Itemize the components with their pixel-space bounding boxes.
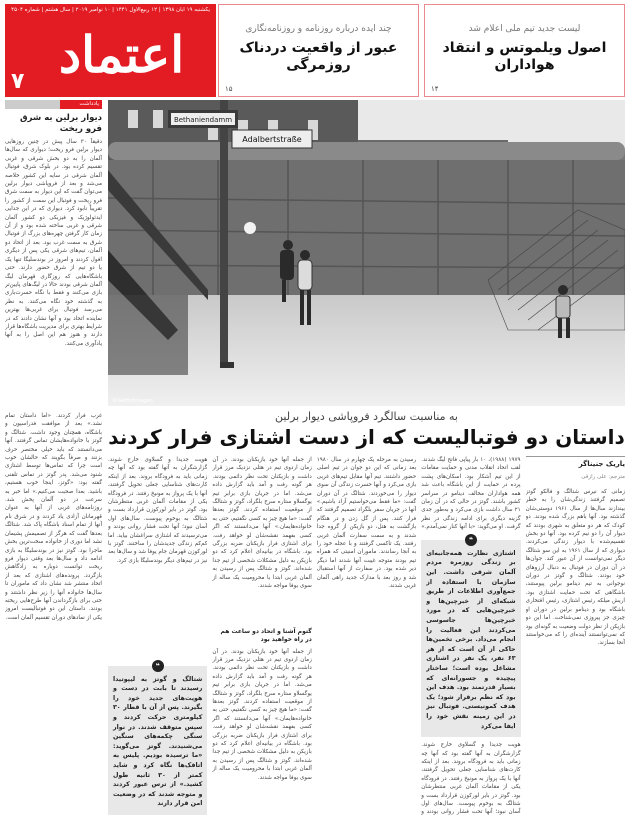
- author-name: یاریک جنیناگر: [526, 456, 625, 469]
- photo-credit: ©GettyImages: [112, 398, 153, 404]
- teaser-headline: اصول ویلموتس و انتقاد هواداران: [442, 40, 607, 73]
- teaser-journalism[interactable]: [218, 4, 419, 97]
- main-article: [108, 410, 625, 815]
- column-text: زمانی که نیرس شتالگ و فالکو گوتز تصمیم گرفتند زندگی‌شان را به خطر بیندازند سال‌ها از سال ۱۹۶۱ دوستی‌شان گذشته بود. آنها باهم بزرگ شده بودند. دو کودک که هر دو متعلق به شهری بودند که دیوار آن را دو نیم کرده بود. آنها دو بخش تقسیم‌شده با دیوار زندگی می‌کردند. دیواری که از سال ۱۹۶۱ به این سو شتالگ دیگر نمی‌توانست از آن عبور کند. جوان‌ها در آن دوران در فوتبال به دنبال آرزوهای خود بودند. شتالگ و گوتز در دوران نوجوانی به تیم دینامو برلین پیوستند، باشگاهی که تحت حمایت اشتازی بود. اریش میلکه رئیس اشتازی، رئیس افتخاری باشگاه بود و دینامو برلین در دوران او چیزی جز پیروزی نمی‌شناخت. اما این دو بازیکن از نظر دولت وضعیت به گونه‌ای بود که نمی‌توانستند آینده‌ای را که می‌خواستند آنجا بسازند.: [525, 489, 625, 647]
- column-text: هویت جدیدا و گسلاوی خارج شوند. گزارشگران به آنها گفته بود که آنها چه زمانی باید به فرودگاه بروند. بعد از اینکه کارت‌های شناسایی جعلی تحویل گرفتند، آنها با یک پرواز به مونیخ رفتند. در فرودگاه یکی از مقامات آلمان غربی منتظرشان بود. گوتز در بایر لورکوزن قرارداد بست و شتالگ به بوخوم پیوست. سال‌های اول آسان نبود؛ آنها تحت فشار روانی بودند و می‌ترسیدند که اشتازی سراغشان بیاید. اما کم‌کم زندگی جدیدشان را ساختند. گوتز با لورکوزن قهرمان جام یوفا شد و سال‌ها بعد نیز در تیم‌های دیگر بوندسلیگا بازی کرد.: [107, 457, 208, 564]
- article-column-4: [212, 456, 311, 815]
- page-number: ۷: [11, 69, 25, 94]
- pull-quote-stasi: [421, 535, 520, 737]
- teaser-headline: عبور از واقعیت دردناک روزمرگی: [239, 40, 398, 73]
- note-title: دیوار برلین به شرق فرو ریخت: [20, 113, 102, 134]
- section-tag-label: یادداشت: [60, 100, 102, 109]
- subheading: گتوم آشنا و اتحاد دو ساعت هم در راه خواهید بود: [220, 627, 312, 643]
- teaser-national-team[interactable]: [424, 4, 625, 97]
- article-column-2: [421, 456, 520, 815]
- column-text: هویت جدیدا و گسلاوی خارج شوند. گزارشگران به آنها گفته بود که آنها چه زمانی باید به فرودگاه بروند. بعد از اینکه کارت‌های شناسایی جعلی تحویل گرفتند، آنها با یک پرواز به مونیخ رفتند. در فرودگاه یکی از مقامات آلمان غربی منتظرشان بود. گوتز در بایر لورکوزن قرارداد بست و شتالگ به بوخوم پیوست. سال‌های اول آسان نبود؛ آنها تحت فشار روانی بودند و: [421, 742, 521, 815]
- article-column-5: [108, 456, 207, 815]
- newspaper-logo: اعتماد: [58, 25, 185, 84]
- sidebar-note: [5, 100, 102, 390]
- column-text: از جمله آنها خود بازیکنان بودند. در آن زمان اردوی تیم در هتلی نزدیک مرز قرار داشت و بازیکنان تحت نظر دائمی بودند. هر گونه رفت و آمد باید گزارش داده می‌شد. اما در جریان بازی برابر تیم یوگسلاو ستاره سرخ بلگراد، گوتز و شتالگ از موقعیت استفاده کردند. گوتز بعدها گفت: «ما هیچ چیز به کسی نگفتیم، حتی به خانواده‌هایمان.» آنها می‌دانستند که اگر کسی بفهمد نقشه‌شان لو خواهد رفت. برای اشتازی فرار بازیکنان ضربه بزرگی بود. باشگاه در بیانیه‌ای اعلام کرد که دو بازیکن به دلیل مشکلات شخصی از تیم جدا شده‌اند. گوتز و شتالگ پس از رسیدن به آلمان غربی ابتدا با محرومیت یک ساله از سوی یوفا مواجه شدند.: [212, 648, 312, 781]
- article-headline[interactable]: داستان دو فوتبالیست که از دست اشتازی فرار کردند: [108, 425, 625, 449]
- quote-icon: ❝: [152, 660, 164, 672]
- column-text: از جمله آنها خود بازیکنان بودند. در آن زمان اردوی تیم در هتلی نزدیک مرز قرار داشت و بازیکنان تحت نظر دائمی بودند. هر گونه رفت و آمد باید گزارش داده می‌شد. اما در جریان بازی برابر تیم یوگسلاو ستاره سرخ بلگراد، گوتز و شتالگ از موقعیت استفاده کردند. گوتز بعدها گفت: «ما هیچ چیز به کسی نگفتیم، حتی به خانواده‌هایمان.» آنها می‌دانستند که اگر کسی بفهمد نقشه‌شان لو خواهد رفت. برای اشتازی فرار بازیکنان ضربه بزرگی بود. باشگاه در بیانیه‌ای اعلام کرد که دو بازیکن به دلیل مشکلات شخصی از تیم جدا شده‌اند. گوتز و شتالگ پس از رسیدن به آلمان غربی ابتدا با محرومیت یک ساله از سوی یوفا مواجه شدند.: [212, 457, 312, 590]
- section-tag: [5, 100, 102, 109]
- street-sign-bethaniendamm: Bethaniendamm: [173, 116, 233, 124]
- teaser-kicker: چند ایده درباره روزنامه و روزنامه‌نگاری: [245, 24, 392, 34]
- pull-quote-text: اشتازی نظارت همه‌جانبه‌ای بر زندگی روزمره مردم آلمان شرقی داشت. این سازمان با استفاده از جمع‌آوری اطلاعات از طریق شبکه‌ای از خبرچین‌ها و خبرچین‌هایی که در مورد خبرچین‌ها جاسوسی می‌کردند این فعالیت را انجام می‌داد. برخی تخمین‌ها حاکی از آن است که از هر ۶۳ نفر، یک نفر در اشتازی مشاغل بوده است؛ ساختار پیچیده و جسورانه‌ای که بسیار قدرتمند بود. هدف این بود که نظم برقرار شود؛ یک هدف کمونیستی. فوتبال نیز در این زمینه نقش خود را ایفا می‌کرد: [426, 549, 516, 730]
- teaser-page: ۱۴: [431, 85, 439, 93]
- pull-quote-text: شتالگ و گوتز به لیپوتیدا رسیدند تا بابت در دست و هویت‌های جدید خود را بگیرند. پس از آن با قطار ۳۰ کیلومتری حرکت کردند و سپس متوقف شدند. در نوار سنگی چکمه‌های سنگین می‌شنیدند. گوتز می‌گوید: «ما ترسیده بودیم. پلیس به اتاقک‌ها نگاه کرد و شاید کمتر از ۳۰ ثانیه طول کشید.» از ترس عبور کردند و متوجه شدند که در وضعیت امن قرار دارند: [112, 675, 203, 808]
- note-body: دقیقاً ۳۰ سال پیش در چنین روزهایی دیوار برلین فرو ریخت؛ دیواری که سال‌ها آلمان را به دو بخش شرقی و غربی تقسیم کرده بود. در بلوک شرق، فوتبال آلمان شرقی در سایه این کشور خلاصه می‌شد و بعد از فروپاشی دیوار برلین می‌توان گفت که این دیوار به سمت شرق فرو ریخت و فوتبال این سمت از کشور را تقریباً نابود کرد. دیواری که در این جدایی ایدئولوژیک و فیزیکی دو کشور آلمان شرقی و غربی ساخته شده بود و از آن زمان کار گرفتن چهره‌های بزرگ از فوتبال شرق به سمت غرب بود. بعد از اتحاد دو آلمان، تیم‌های شرقی یکی پس از دیگری افول کردند و امروز در بوندسلیگا تنها یک یا دو تیم از شرق حضور دارند. حتی باشگاه‌هایی که روزگاری قهرمان لیگ آلمان شرقی بودند حالا در لیگ‌های پایین‌تر بازی می‌کنند و فقط با نگاه حسرت‌باری به گذشته خود نگاه می‌کنند. به نظر می‌رسد فوتبال برای غربی‌ها بهترین نماینده اتحاد بود و آنها نشان دادند که در شرایط بهتری برای مدیریت باشگاه‌ها قرار دارند و هنوز هم این اصل را به آنها یادآوری می‌کنند.: [5, 139, 102, 347]
- dateline: یکشنبه ۱۹ آبان ۱۳۹۸ | ۱۲ ربیع‌الاول ۱۴۴۱ | ۱۰ نوامبر ۲۰۱۹ | سال هشتم | شماره ۴۵۰۴: [11, 7, 210, 13]
- pull-quote-escape: [108, 661, 207, 815]
- street-sign-adalbertstrasse: Adalbertstraße: [242, 135, 302, 144]
- quote-icon: ❝: [465, 534, 477, 546]
- teaser-page: ۱۵: [225, 85, 233, 93]
- berlin-wall-photo: [108, 100, 625, 406]
- column-text: رسیدن به مرحله یک چهارم در سال ۱۹۸۰ بعد زمانی که این دو جوان در تیم اصلی حضور داشتند. تیم آنها مقابل تیم‌های غربی بازی می‌کرد و آنها حسرت زندگی آن سوی دیوار را می‌خوردند. شتالگ در آن دوران گفت: «ما فقط می‌خواستیم آزاد باشیم.» آنها در جریان سفر بلگراد تصمیم گرفتند که فرار کنند. پس از گل زدن و در هنگام بازگشت به هتل، دو بازیکن از گروه جدا شدند و به سمت سفارت آلمان غربی رفتند. یک تاکسی گرفتند و با عجله خود را به آنجا رساندند. ماموران امنیتی که همراه تیم بودند متوجه غیبت آنها شدند اما دیگر دیر شده بود. در سفارت از آنها استقبال شد و روز بعد با مدارک جدید راهی آلمان غربی شدند.: [316, 457, 417, 590]
- masthead-logo[interactable]: [5, 4, 216, 97]
- translator-credit: مترجم: علی رازقی: [581, 474, 625, 480]
- article-columns: [108, 456, 625, 815]
- column-text: ۱۹۷۹ (۱۹۸۸)، ۱۰ بار پیاپی فاتح لیگ شدند. لقب اتحاد انقلاب مدنی و حمایت مقامات از این تیم آشکار بود. اسکان‌های پشت پرده در حمایت از این باشگاه باعث شد همه هواداران مخالف دینامو در سراسر کشور باشند. گوتز در حالی که در آن زمان ۲۱ سال داشت بازی می‌کرد و به‌طور جدی گزینه دیگری برای ادامه زندگی در نظر گرفت. او می‌گوید: «با آنها کنار نمی‌آمدم.»: [421, 457, 521, 530]
- article-column-3: [317, 456, 416, 815]
- article-continuation: غرب فرار کردند. «اما داستان تمام نشد.» بعد از موافقت فدراسیون و باشگاه، همچنان وجود داشت. شتالگ و گوتز با خانواده‌هایشان تماس گرفتند. آنها می‌دانستند که باید خیلی مختصر حرف بزنند و صرفاً بگویند که حالشان خوب است چرا که تماس‌ها توسط اشتازی شنود می‌شد. پدر گوتز در تماس تلفنی گفته بود: «گوتز، اینجا خوب هستیم، باشید. بعدا صحبت می‌کنیم.» اما خبر به سرعت در دو آلمان پخش شد. روزنامه‌های غربی از آنها به عنوان قهرمانان آزادی یاد کردند و در شرق نام آنها از تمام اسناد باشگاه پاک شد. شتالگ بعدها گفت که هرگز از تصمیمش پشیمان نشد اما دوری از خانواده سخت‌ترین بخش ماجرا بود. گوتز نیز در بوندسلیگا به بازی ادامه داد و سال‌ها بعد وقتی دیوار فرو ریخت توانست دوباره به زادگاهش بازگردد. پرونده‌های اشتازی که بعد از اتحاد منتشر شد نشان داد که ماموران تا سال‌ها خانواده آنها را زیر نظر داشتند و حتی برای بازگرداندن آنها طرح‌هایی ریخته بودند. داستان این دو فوتبالیست امروز یکی از نمادهای دوران تقسیم آلمان است.: [5, 413, 102, 621]
- article-column-1: [526, 456, 625, 815]
- teaser-kicker: لیست جدید تیم ملی اعلام شد: [468, 24, 581, 34]
- photo-illustration: [108, 100, 625, 406]
- article-kicker: به مناسبت سالگرد فروپاشی دیوار برلین: [275, 410, 458, 423]
